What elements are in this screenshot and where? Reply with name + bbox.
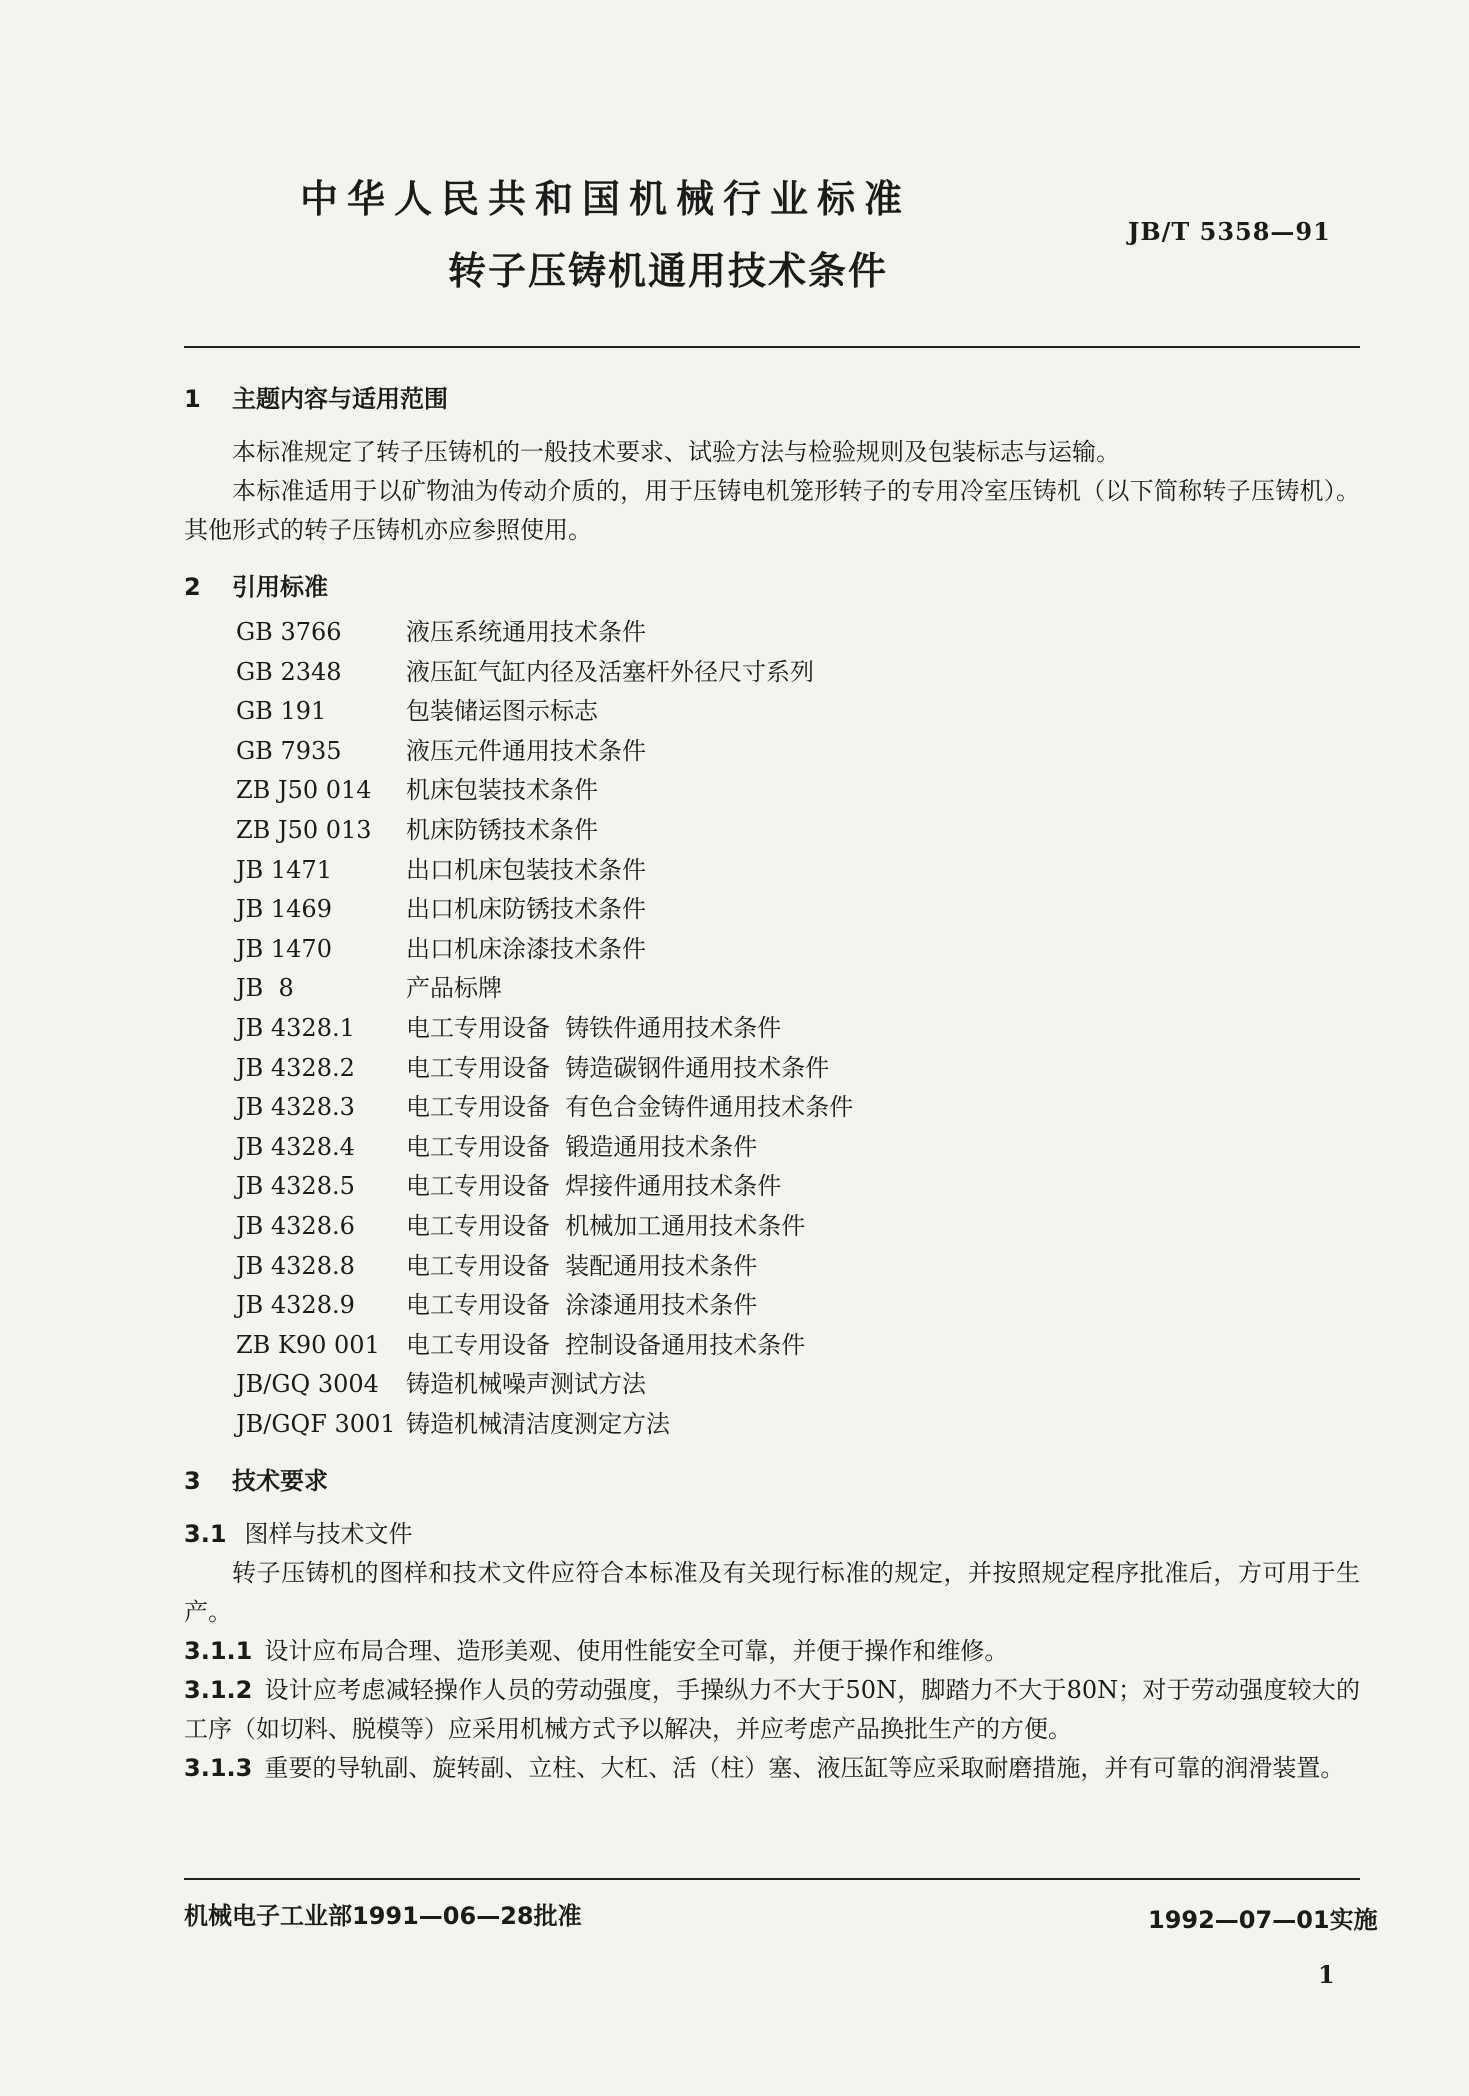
section-1-heading <box>184 380 1360 419</box>
ref-title: 出口机床涂漆技术条件 <box>406 934 646 963</box>
ref-code: JB 4328.4 <box>236 1132 355 1161</box>
ref-title: 机床包装技术条件 <box>406 776 598 805</box>
clause-text: 重要的导轨副、旋转副、立柱、大杠、活（柱）塞、液压缸等应采取耐磨措施，并有可靠的润滑装置。 <box>264 1754 1345 1783</box>
ref-title: 电工专用设备 装配通用技术条件 <box>406 1251 758 1280</box>
list-item <box>236 1088 1360 1128</box>
ref-code: JB 1469 <box>236 895 332 924</box>
list-item <box>236 1286 1360 1326</box>
ref-code: JB 4328.2 <box>236 1053 355 1082</box>
ref-title: 铸造机械噪声测试方法 <box>406 1370 646 1399</box>
list-item <box>236 1167 1360 1207</box>
list-item <box>236 930 1360 970</box>
ref-code: JB/GQ 3004 <box>236 1370 379 1399</box>
referenced-standards-list <box>236 613 1360 1444</box>
list-item <box>236 851 1360 891</box>
list-item <box>236 890 1360 930</box>
section-title: 主题内容与适用范围 <box>232 385 448 413</box>
section-number: 2 <box>184 573 201 601</box>
ref-title: 出口机床包装技术条件 <box>406 855 646 884</box>
ref-title: 机床防锈技术条件 <box>406 815 598 844</box>
ref-code: ZB K90 001 <box>236 1330 380 1359</box>
subsection-number: 3.1 <box>184 1520 227 1549</box>
clause-number: 3.1.2 <box>184 1676 253 1705</box>
list-item <box>236 771 1360 811</box>
ref-code: GB 191 <box>236 697 327 726</box>
section-title: 引用标准 <box>232 573 328 601</box>
list-item <box>236 811 1360 851</box>
ref-title: 铸造机械清洁度测定方法 <box>406 1409 670 1438</box>
approval-date: 机械电子工业部1991—06—28批准 <box>184 1902 582 1930</box>
list-item <box>236 969 1360 1009</box>
standard-category-title: 中华人民共和国机械行业标准 <box>300 177 912 221</box>
section-1-paragraph-2: 本标准适用于以矿物油为传动介质的，用于压铸电机笼形转子的专用冷室压铸机（以下简称转子压铸机）。其他形式的转子压铸机亦应参照使用。 <box>184 477 1360 544</box>
subsection-3-1-heading <box>184 1515 1360 1554</box>
ref-code: JB 8 <box>236 974 294 1003</box>
ref-code: GB 2348 <box>236 657 342 686</box>
ref-title: 出口机床防锈技术条件 <box>406 895 646 924</box>
ref-title: 电工专用设备 锻造通用技术条件 <box>406 1132 758 1161</box>
footer-divider <box>184 1878 1360 1880</box>
clause-text: 设计应布局合理、造形美观、使用性能安全可靠，并便于操作和维修。 <box>264 1637 1009 1666</box>
ref-code: JB 4328.8 <box>236 1251 355 1280</box>
section-number: 3 <box>184 1467 201 1496</box>
ref-code: JB 4328.6 <box>236 1211 355 1240</box>
ref-code: JB 1471 <box>236 855 332 884</box>
header-divider <box>184 346 1360 348</box>
list-item <box>236 1365 1360 1405</box>
list-item <box>236 1326 1360 1366</box>
ref-code: JB 4328.9 <box>236 1291 355 1320</box>
ref-title: 电工专用设备 控制设备通用技术条件 <box>406 1330 806 1359</box>
ref-title: 电工专用设备 涂漆通用技术条件 <box>406 1291 758 1320</box>
ref-title: 电工专用设备 机械加工通用技术条件 <box>406 1211 806 1240</box>
ref-title: 液压缸气缸内径及活塞杆外径尺寸系列 <box>406 657 814 686</box>
implementation-date: 1992—07—01实施 <box>1148 1906 1378 1934</box>
ref-title: 电工专用设备 焊接件通用技术条件 <box>406 1172 782 1201</box>
ref-code: JB 4328.1 <box>236 1013 355 1042</box>
list-item <box>236 613 1360 653</box>
list-item <box>236 1049 1360 1089</box>
list-item <box>236 1009 1360 1049</box>
clause-3-1-3 <box>184 1749 1360 1788</box>
list-item <box>236 1128 1360 1168</box>
section-title: 技术要求 <box>232 1467 328 1496</box>
ref-code: ZB J50 014 <box>236 776 372 805</box>
document-body <box>184 380 1360 1788</box>
ref-code: GB 3766 <box>236 618 342 646</box>
clause-3-1-2 <box>184 1671 1360 1749</box>
section-number: 1 <box>184 385 201 413</box>
ref-code: JB 1470 <box>236 934 332 963</box>
list-item <box>236 692 1360 732</box>
ref-title: 电工专用设备 有色合金铸件通用技术条件 <box>406 1093 854 1122</box>
list-item <box>236 732 1360 772</box>
ref-title: 包装储运图示标志 <box>406 697 598 726</box>
ref-title: 产品标牌 <box>406 974 502 1003</box>
list-item <box>236 1207 1360 1247</box>
ref-code: GB 7935 <box>236 736 342 765</box>
section-2-heading <box>184 568 1360 607</box>
section-3-heading <box>184 1462 1360 1501</box>
ref-title: 液压系统通用技术条件 <box>406 618 646 646</box>
list-item <box>236 1405 1360 1445</box>
ref-code: JB/GQF 3001 <box>236 1409 396 1438</box>
clause-number: 3.1.1 <box>184 1637 253 1666</box>
ref-title: 电工专用设备 铸铁件通用技术条件 <box>406 1013 782 1042</box>
subsection-title: 图样与技术文件 <box>244 1520 413 1549</box>
section-1-paragraph-1: 本标准规定了转子压铸机的一般技术要求、试验方法与检验规则及包装标志与运输。 <box>232 438 1120 466</box>
subsection-3-1-paragraph: 转子压铸机的图样和技术文件应符合本标准及有关现行标准的规定，并按照规定程序批准后，方可用于生产。 <box>184 1559 1360 1627</box>
ref-code: ZB J50 013 <box>236 815 372 844</box>
clause-3-1-1 <box>184 1632 1360 1671</box>
standard-number: JB/T 5358—91 <box>1128 217 1331 246</box>
clause-number: 3.1.3 <box>184 1754 253 1783</box>
ref-title: 电工专用设备 铸造碳钢件通用技术条件 <box>406 1053 830 1082</box>
ref-title: 液压元件通用技术条件 <box>406 736 646 765</box>
list-item <box>236 1247 1360 1287</box>
document-title: 转子压铸机通用技术条件 <box>448 249 889 293</box>
list-item <box>236 653 1360 693</box>
clause-text: 设计应考虑减轻操作人员的劳动强度，手操纵力不大于50N，脚踏力不大于80N；对于劳动强度较大的工序（如切料、脱模等）应采用机械方式予以解决，并应考虑产品换批生产的方便。 <box>184 1676 1360 1744</box>
ref-code: JB 4328.3 <box>236 1093 355 1122</box>
ref-code: JB 4328.5 <box>236 1172 355 1201</box>
page-number: 1 <box>1318 1960 1335 1989</box>
